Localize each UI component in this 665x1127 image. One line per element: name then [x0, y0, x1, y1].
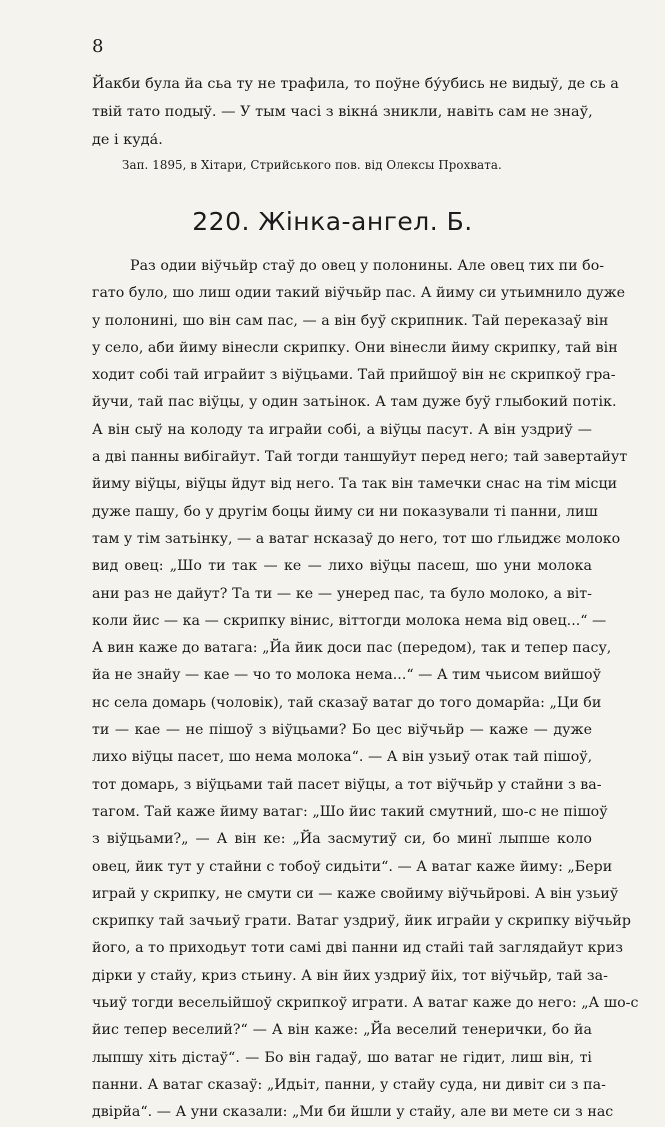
- story-line: лыпшу хіть дістаў“. — Бо він гадаў, шо ватаг не гідит, лиш він, ті: [92, 1049, 592, 1066]
- story-line: тагом. Тай каже йиму ватаг: „Шо йис такий смутний, шо-с не пішоў: [92, 803, 608, 820]
- page-number: 8: [92, 36, 104, 57]
- story-line: йа не знайу — кае — чо то молока нема...“ — А тим чьисом вийшоў: [92, 667, 601, 684]
- intro-line: де і куда́.: [92, 132, 163, 148]
- intro-line: Йакби була йа сьа ту не трафила, то поўне бу́убись не видыў, де сь а: [92, 76, 619, 92]
- story-line: а дві панны вибігайут. Тай тогди таншуйут перед него; тай завертайут: [92, 449, 628, 466]
- story-line: двірйа“. — А уни сказали: „Ми би йшли у стайу, але ви мете си з нас: [92, 1104, 614, 1121]
- story-line: йис тепер веселий?“ — А він каже: „Йа веселий тенерички, бо йа: [92, 1022, 592, 1039]
- story-line: вид овец: „Шо ти так — ке — лихо віўцы пасеш, шо уни молока: [92, 558, 592, 575]
- story-line: Раз одии віўчьйр стаў до овец у полонины. Але овец тих пи бо-: [130, 258, 605, 274]
- story-line: там у тім затьінку, — а ватаг нсказаў до него, тот шо ґльиджє молоко: [92, 530, 621, 547]
- story-line: чьиў тогди весельійшоў скрипкоў играти. А ватаг каже до него: „А шо-с: [92, 995, 639, 1012]
- story-line: йучи, тай пас віўцы, у один затьінок. А там дуже буў глыбокий потік.: [92, 394, 617, 411]
- source-note: Зап. 1895, в Хітари, Стрийського пов. від Олексы Прохвата.: [122, 158, 502, 172]
- story-line: нс села домарь (чоловік), тай сказаў ватаг до того домарйа: „Ци би: [92, 694, 602, 711]
- intro-paragraph: [92, 70, 619, 154]
- story-line: лихо віўцы пасет, шо нема молока“. — А він узьиў отак тай пішоў,: [92, 749, 593, 766]
- story-line: у полонині, шо він сам пас, — а він буў скрипник. Тай переказаў він: [92, 312, 609, 329]
- story-line: овец, йик тут у стайни с тобоў сидьіти“. — А ватаг каже йиму: „Бери: [92, 858, 613, 875]
- story-line: дірки у стайу, криз стьину. А він йих уздриў йіх, тот віўчьйр, тай за-: [92, 967, 608, 984]
- story-line: ти — кае — не пішоў з віўцьами? Бо цес віўчьйр — каже — дуже: [92, 722, 592, 739]
- story-line: з віўцьами?„ — А він ке: „Йа засмутиў си, бо минї лыпше коло: [92, 831, 592, 848]
- story-line: А він сыў на колоду та играйи собі, а віўцы пасут. А він уздриў —: [92, 421, 592, 438]
- story-body: [92, 253, 639, 1127]
- story-line: тот домарь, з віўцьами тай пасет віўцы, а тот віўчьйр у стайни з ва-: [92, 776, 602, 793]
- story-line: ани раз не дайут? Та ти — ке — унеред пас, та було молоко, а віт-: [92, 585, 592, 602]
- story-line: у село, аби йиму вінесли скрипку. Они вінесли йиму скрипку, тай він: [92, 339, 618, 356]
- story-line: дуже пашу, бо у другім боцы йиму си ни показували ті панни, лиш: [92, 503, 598, 520]
- story-line: гато було, шо лиш одии такий віўчьйр пас. А йиму си утьимнило дуже: [92, 285, 626, 302]
- story-line: панни. А ватаг сказаў: „Идьіт, панни, у стайу суда, ни дивіт си з па-: [92, 1076, 606, 1093]
- story-line: ходит собі тай играйит з віўцьами. Тай прийшоў він нє скрипкоў гра-: [92, 367, 616, 384]
- story-line: играй у скрипку, не смути си — каже свойиму віўчьйрові. А він узьиў: [92, 885, 619, 902]
- story-line: його, а то приходьут тоти самі дві панни ид стайі тай заглядайут криз: [92, 940, 624, 957]
- story-line: скрипку тай зачьиў грати. Ватаг уздриў, йик играйи у скрипку віўчьйр: [92, 913, 631, 930]
- story-line: йиму віўцы, віўцы йдут від него. Та так він тамечки снас на тім місци: [92, 476, 618, 493]
- story-line: А вин каже до ватага: „Йа йик доси пас (передом), так и тепер пасу,: [92, 640, 612, 657]
- story-line: коли йис — ка — скрипку вінис, віттогди молока нема від овец...“ —: [92, 612, 607, 629]
- intro-line: твій тато подыў. — У тым часі з вікна́ зникли, навіть сам не знаў,: [92, 104, 593, 120]
- story-title: 220. Жінка-ангел. Б.: [192, 207, 473, 236]
